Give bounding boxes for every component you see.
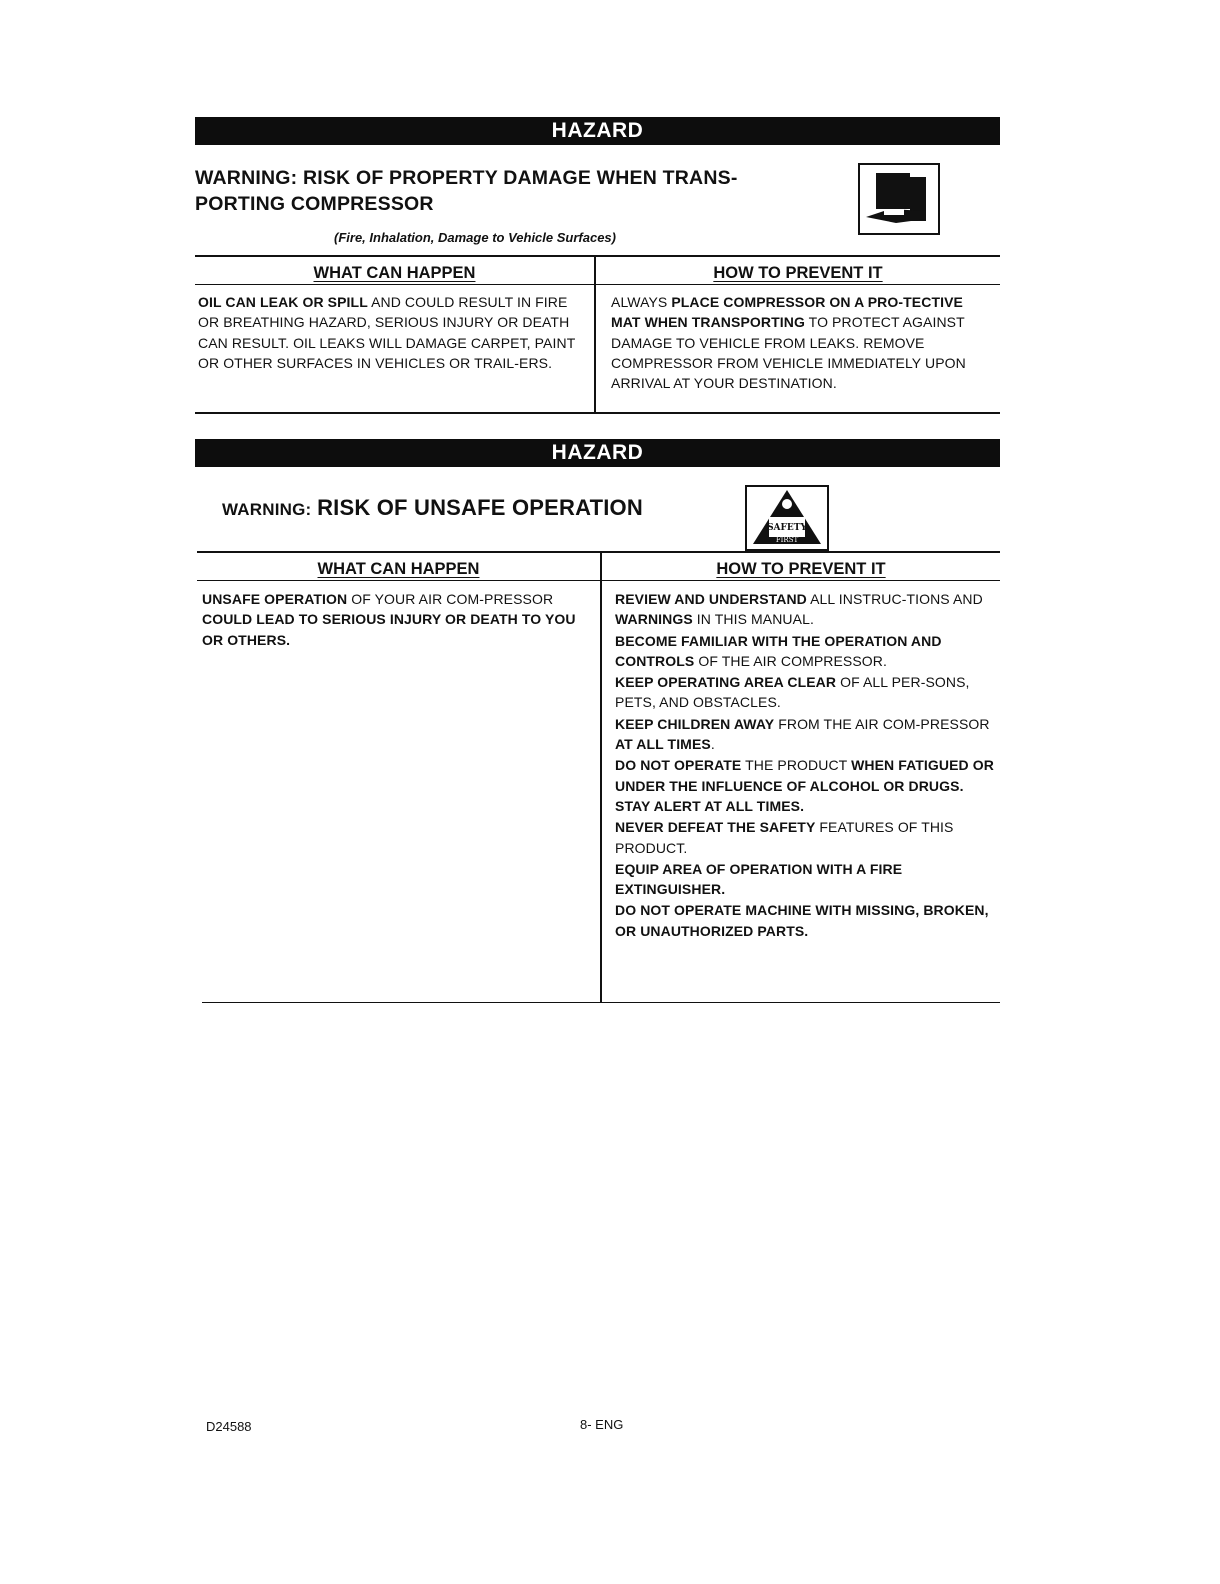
prevent-item-bold: KEEP OPERATING AREA CLEAR bbox=[615, 674, 837, 691]
table2-what-text bbox=[202, 589, 592, 651]
prevent-item-text: THE PRODUCT bbox=[741, 757, 852, 774]
prevent-item-bold: DO NOT OPERATE MACHINE WITH MISSING, BROKEN, OR UNAUTHORIZED PARTS. bbox=[615, 902, 989, 939]
prevent-item-bold-2: WHEN FATIGUED OR UNDER THE INFLUENCE OF ALCOHOL OR DRUGS. STAY ALERT AT ALL TIMES. bbox=[615, 757, 994, 814]
prevent-item-bold: EQUIP AREA OF OPERATION WITH A FIRE EXTINGUISHER. bbox=[615, 860, 903, 898]
prevent-item-text: FROM THE AIR COM-PRESSOR bbox=[774, 715, 990, 732]
prevent-item-text-2: . bbox=[710, 736, 715, 753]
prevent-item bbox=[615, 631, 995, 672]
table1-how-text bbox=[611, 292, 996, 394]
prevent-item-bold: DO NOT OPERATE bbox=[615, 757, 742, 774]
table1-header-how: HOW TO PREVENT IT bbox=[713, 264, 883, 282]
table1-header-what: WHAT CAN HAPPEN bbox=[313, 264, 476, 282]
table1-how-bold: PLACE COMPRESSOR ON A PRO-TECTIVE MAT WHEN TRANSPORTING bbox=[611, 294, 963, 331]
prevent-item-text: FEATURES OF THIS PRODUCT. bbox=[615, 819, 954, 856]
prevent-item-bold: REVIEW AND UNDERSTAND bbox=[615, 591, 807, 607]
prevent-item bbox=[615, 859, 995, 900]
table1-bottom-rule bbox=[195, 412, 1000, 414]
table2-divider bbox=[600, 553, 602, 1002]
table1-top-rule bbox=[195, 255, 1000, 257]
table1-what-plain: AND COULD RESULT IN FIRE OR BREATHING HAZARD, SERIOUS INJURY OR DEATH CAN RESULT. OIL LEAKS WILL DAMAGE CARPET, PAINT OR OTHER SURFACES IN VEHICLES OR TRAIL-ERS. bbox=[198, 294, 576, 371]
table2-what-bold-1: UNSAFE OPERATION bbox=[202, 591, 348, 607]
table2-top-rule bbox=[197, 551, 1000, 553]
compressor-on-mat-icon bbox=[858, 163, 940, 235]
table2-how-list bbox=[615, 589, 995, 942]
prevent-item-bold-2: AT ALL TIMES bbox=[615, 736, 711, 753]
prevent-item-text-2: IN THIS MANUAL. bbox=[692, 611, 814, 628]
prevent-item-text: ALL INSTRUC-TIONS AND bbox=[806, 591, 983, 607]
prevent-item bbox=[615, 589, 995, 630]
warning-label: WARNING: bbox=[222, 500, 312, 519]
page-number: 8- ENG bbox=[580, 1417, 624, 1432]
prevent-item bbox=[615, 755, 995, 816]
table1-how-plain-2: TO PROTECT AGAINST DAMAGE TO VEHICLE FROM LEAKS. REMOVE COMPRESSOR FROM VEHICLE IMMEDIATELY UPON ARRIVAL AT YOUR DESTINATION. bbox=[611, 314, 966, 392]
table2-bottom-rule bbox=[202, 1002, 1000, 1003]
prevent-item-text: OF THE AIR COMPRESSOR. bbox=[694, 652, 887, 669]
table2-what-plain: OF YOUR AIR COM-PRESSOR bbox=[347, 591, 554, 607]
table2-header-rule bbox=[197, 580, 1000, 581]
safety-icon-text-bottom: FIRST bbox=[775, 536, 799, 544]
subtitle-hazards: (Fire, Inhalation, Damage to Vehicle Surfaces) bbox=[334, 230, 616, 245]
prevent-item-bold: KEEP CHILDREN AWAY bbox=[615, 715, 775, 732]
doc-number: D24588 bbox=[206, 1419, 252, 1434]
prevent-item bbox=[615, 900, 995, 941]
hazard-banner-2: HAZARD bbox=[195, 439, 1000, 467]
prevent-item-bold: BECOME FAMILIAR WITH THE OPERATION AND CONTROLS bbox=[615, 632, 942, 669]
prevent-item-bold: NEVER DEFEAT THE SAFETY bbox=[615, 819, 816, 836]
table2-what-bold-2: COULD LEAD TO SERIOUS INJURY OR DEATH TO YOU OR OTHERS. bbox=[202, 611, 576, 648]
safety-first-triangle-icon bbox=[745, 485, 829, 551]
safety-icon-text-top: SAFETY bbox=[767, 523, 807, 533]
table2-header-how: HOW TO PREVENT IT bbox=[716, 560, 886, 578]
warning-title-2-text: RISK OF UNSAFE OPERATION bbox=[317, 495, 643, 520]
warning-title-1 bbox=[195, 165, 835, 217]
table2-header-what: WHAT CAN HAPPEN bbox=[317, 560, 480, 578]
warning-title-2 bbox=[222, 495, 643, 523]
table1-what-bold: OIL CAN LEAK OR SPILL bbox=[198, 294, 368, 310]
table1-what-text bbox=[198, 292, 583, 374]
prevent-item bbox=[615, 714, 995, 755]
prevent-item bbox=[615, 672, 995, 713]
prevent-item-bold-2: WARNINGS bbox=[615, 611, 693, 628]
prevent-item-text: OF ALL PER-SONS, PETS, AND OBSTACLES. bbox=[615, 674, 970, 711]
warning-title-1-line2: PORTING COMPRESSOR bbox=[195, 193, 434, 215]
prevent-item bbox=[615, 817, 995, 858]
table1-how-plain-1: ALWAYS bbox=[611, 294, 672, 310]
warning-title-1-line1: WARNING: RISK OF PROPERTY DAMAGE WHEN TRANS- bbox=[195, 167, 738, 189]
hazard-banner-1: HAZARD bbox=[195, 117, 1000, 145]
table1-header-rule bbox=[195, 284, 1000, 285]
